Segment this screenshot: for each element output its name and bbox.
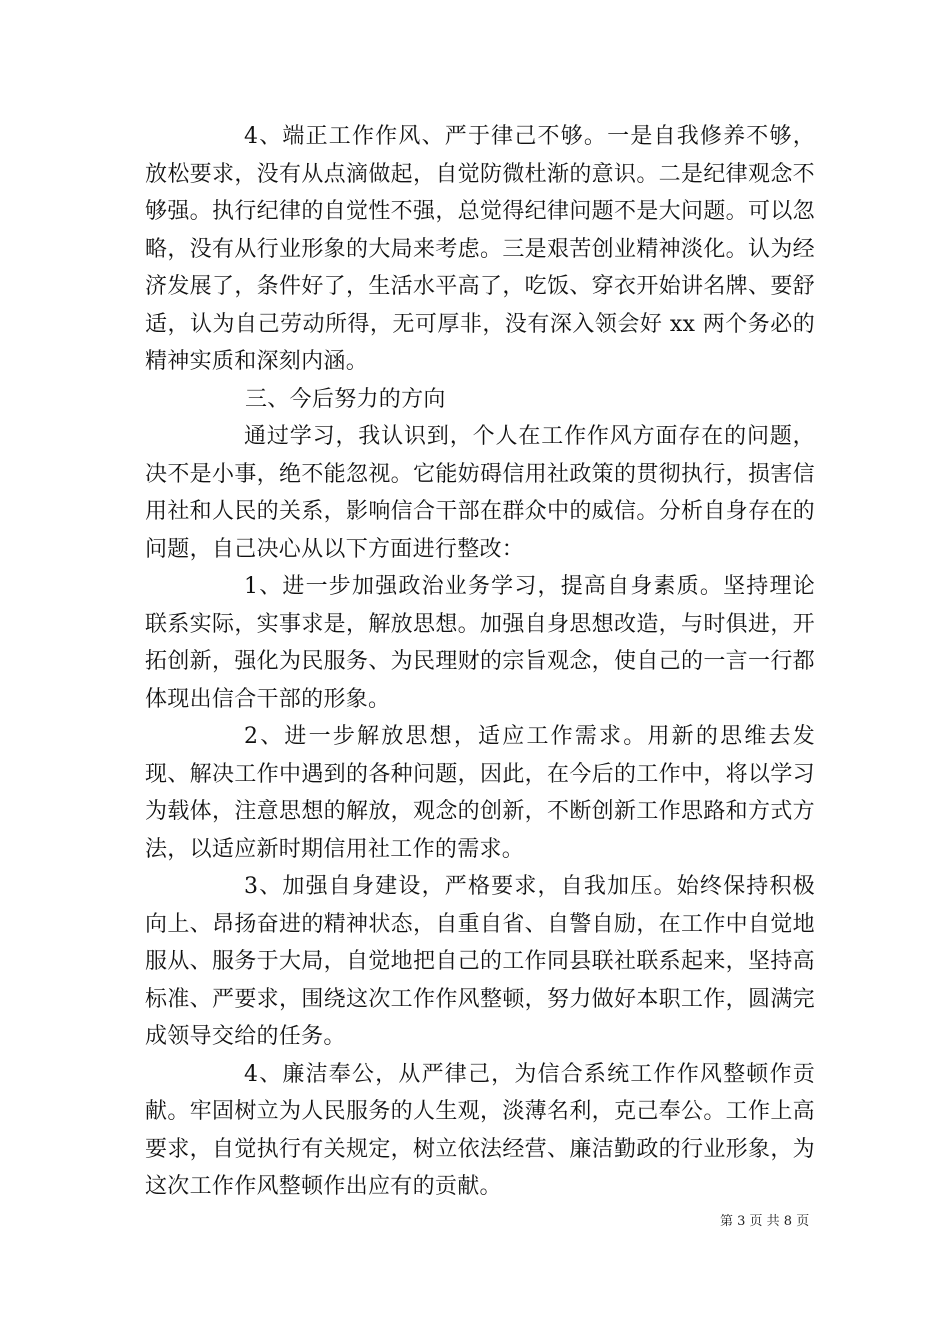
paragraph-learning-reflection: 通过学习，我认识到，个人在工作作风方面存在的问题，决不是小事，绝不能忽视。它能妨碍信用社政策的贯彻执行，损害信用社和人民的关系，影响信合干部在群众中的威信。分析自身存在的问题，自己决心从以下方面进行整改： (145, 424, 815, 562)
section-heading-future-direction: 三、今后努力的方向 (245, 386, 446, 412)
paragraph-item-3-self-building: 3、加强自身建设，严格要求，自我加压。始终保持积极向上、昂扬奋进的精神状态，自重自省、自警自励，在工作中自觉地服从、服务于大局，自觉地把自己的工作同县联社联系起来，坚持高标准、严要求，围绕这次工作作风整顿，努力做好本职工作，圆满完成领导交给的任务。 (145, 874, 815, 1049)
document-body (145, 118, 815, 1206)
paragraph-item-4-integrity: 4、廉洁奉公，从严律己，为信合系统工作作风整顿作贡献。牢固树立为人民服务的人生观，淡薄名利，克己奉公。工作上高要求，自觉执行有关规定，树立依法经营、廉洁勤政的行业形象，为这次工作作风整顿作出应有的贡献。 (145, 1061, 815, 1199)
paragraph-item-1-political-study: 1、进一步加强政治业务学习，提高自身素质。坚持理论联系实际，实事求是，解放思想。加强自身思想改造，与时俱进，开拓创新，强化为民服务、为民理财的宗旨观念，使自己的一言一行都体现出信合干部的形象。 (145, 574, 815, 712)
paragraph-work-style-discipline: 4、端正工作作风、严于律己不够。一是自我修养不够，放松要求，没有从点滴做起，自觉防微杜渐的意识。二是纪律观念不够强。执行纪律的自觉性不强，总觉得纪律问题不是大问题。可以忽略，没有从行业形象的大局来考虑。三是艰苦创业精神淡化。认为经济发展了，条件好了，生活水平高了，吃饭、穿衣开始讲名牌、要舒适，认为自己劳动所得，无可厚非，没有深入领会好 xx 两个务必的精神实质和深刻内涵。 (145, 124, 815, 374)
page-number-footer: 第 3 页 共 8 页 (720, 1214, 810, 1229)
paragraph-item-2-emancipate-mind: 2、进一步解放思想，适应工作需求。用新的思维去发现、解决工作中遇到的各种问题，因此，在今后的工作中，将以学习为载体，注意思想的解放，观念的创新，不断创新工作思路和方式方法，以适应新时期信用社工作的需求。 (145, 724, 815, 862)
